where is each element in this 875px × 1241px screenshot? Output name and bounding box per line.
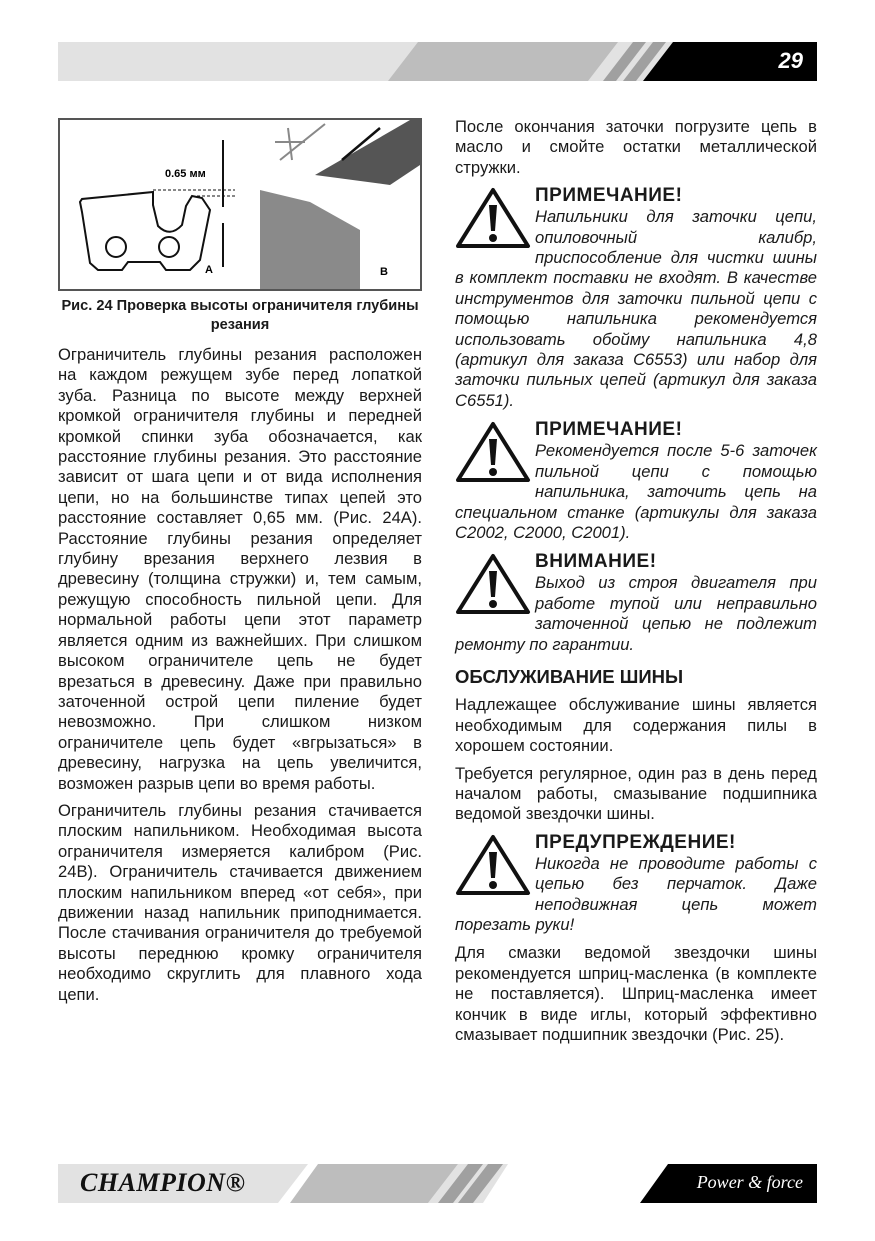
- paragraph: Ограничитель глубины резания стачивается плоским напильником. Необходимая высота ограничителя измеряется калибром (Рис. 24B). Ограничитель стачивается движением плоским напильником вперед «от себя», при движении назад напильник приподнимается. После стачивания ограничителя до требуемой высоты переднюю кромку ограничителя необходимо скруглить для плавного хода цепи.: [58, 800, 422, 1004]
- champion-logo: CHAMPION®: [80, 1168, 246, 1197]
- footer-band: [58, 1164, 817, 1203]
- note-title: ПРИМЕЧАНИЕ!: [535, 185, 683, 207]
- slogan: Power & force: [696, 1172, 803, 1192]
- note-block: [455, 419, 817, 543]
- right-column: [455, 117, 817, 1052]
- paragraph: Требуется регулярное, один раз в день перед началом работы, смазывание подшипника ведомой звездочки шины.: [455, 763, 817, 824]
- warning-icon: [455, 553, 531, 615]
- paragraph: Для смазки ведомой звездочки шины рекомендуется шприц-масленка (в комплекте не поставляется). Шприц-масленка имеет кончик в виде иглы, который эффективно смазывает подшипник звездочки (Рис. 25).: [455, 943, 817, 1045]
- note-block: [455, 185, 817, 411]
- paragraph: Надлежащее обслуживание шины является необходимым для содержания пилы в хорошем состоянии.: [455, 695, 817, 756]
- paragraph: Ограничитель глубины резания расположен на каждом режущем зубе перед лопаткой зуба. Разница по высоте между верхней кромкой ограничителя глубины и передней кромкой спинки зуба обозначается, как расстояние глубины резания. Это расстояние зависит от шага цепи и от вида исполнения цепи, но на большинстве типах цепей это расстояние составляет 0,65 мм. (Рис. 24A). Расстояние глубины резания определяет глубину врезания верхнего лезвия в древесину (толщина стружки) и, тем самым, режущую способность пильной цепи. Для нормальной работы цепи этот параметр является одним из важнейших. При слишком высоком ограничителе цепь не будет врезаться в древесину. Даже при правильно заточенной острой цепи пиление будет невозможно. При слишком низком ограничителе цепь будет «вгрызаться» в древесину, нагрузка на цепь увеличится, возможен разрыв цепи во время работы.: [58, 345, 422, 793]
- note-title: ПРИМЕЧАНИЕ!: [535, 419, 683, 441]
- figure-24: [58, 118, 422, 291]
- label-b: B: [380, 266, 388, 278]
- dimension-label: 0.65 мм: [165, 168, 206, 180]
- attention-block: [455, 551, 817, 655]
- note-title: ВНИМАНИЕ!: [535, 551, 657, 573]
- figure-caption: Рис. 24 Проверка высоты ограничителя глубины резания: [61, 298, 419, 333]
- warning-icon: [455, 421, 531, 483]
- warning-text: Никогда не проводите работы с цепью без перчаток. Даже неподвижная цепь может порезать руки!: [455, 853, 817, 934]
- warning-block: [455, 832, 817, 936]
- warning-icon: [455, 187, 531, 249]
- note-text: Рекомендуется после 5-6 заточек пильной цепи с помощью напильника, заточить цепь на специальном станке (артикулы для заказа C2002, C2000, C2001).: [455, 441, 817, 542]
- left-column: [58, 345, 422, 1012]
- warning-icon: [455, 834, 531, 896]
- warning-title: ПРЕДУПРЕЖДЕНИЕ!: [535, 831, 736, 853]
- paragraph: После окончания заточки погрузите цепь в масло и смойте остатки металлической стружки.: [455, 117, 817, 177]
- header-band: [58, 42, 817, 81]
- page-number: 29: [778, 48, 803, 73]
- label-a: A: [205, 264, 213, 276]
- note-text: Напильники для заточки цепи, опиловочный калибр, приспособление для чистки шины в комплект поставки не входят. В качестве инструментов для заточки пильной цепи с помощью напильника рекомендуется использовать обойму напильника 4,8 (артикул для заказа C6553) или набор для заточки пильных цепей (артикул для заказа C6551).: [455, 207, 817, 410]
- section-title: ОБСЛУЖИВАНИЕ ШИНЫ: [455, 665, 684, 687]
- note-text: Выход из строя двигателя при работе тупой или неправильно заточенной цепью не подлежит ремонту по гарантии.: [455, 573, 817, 654]
